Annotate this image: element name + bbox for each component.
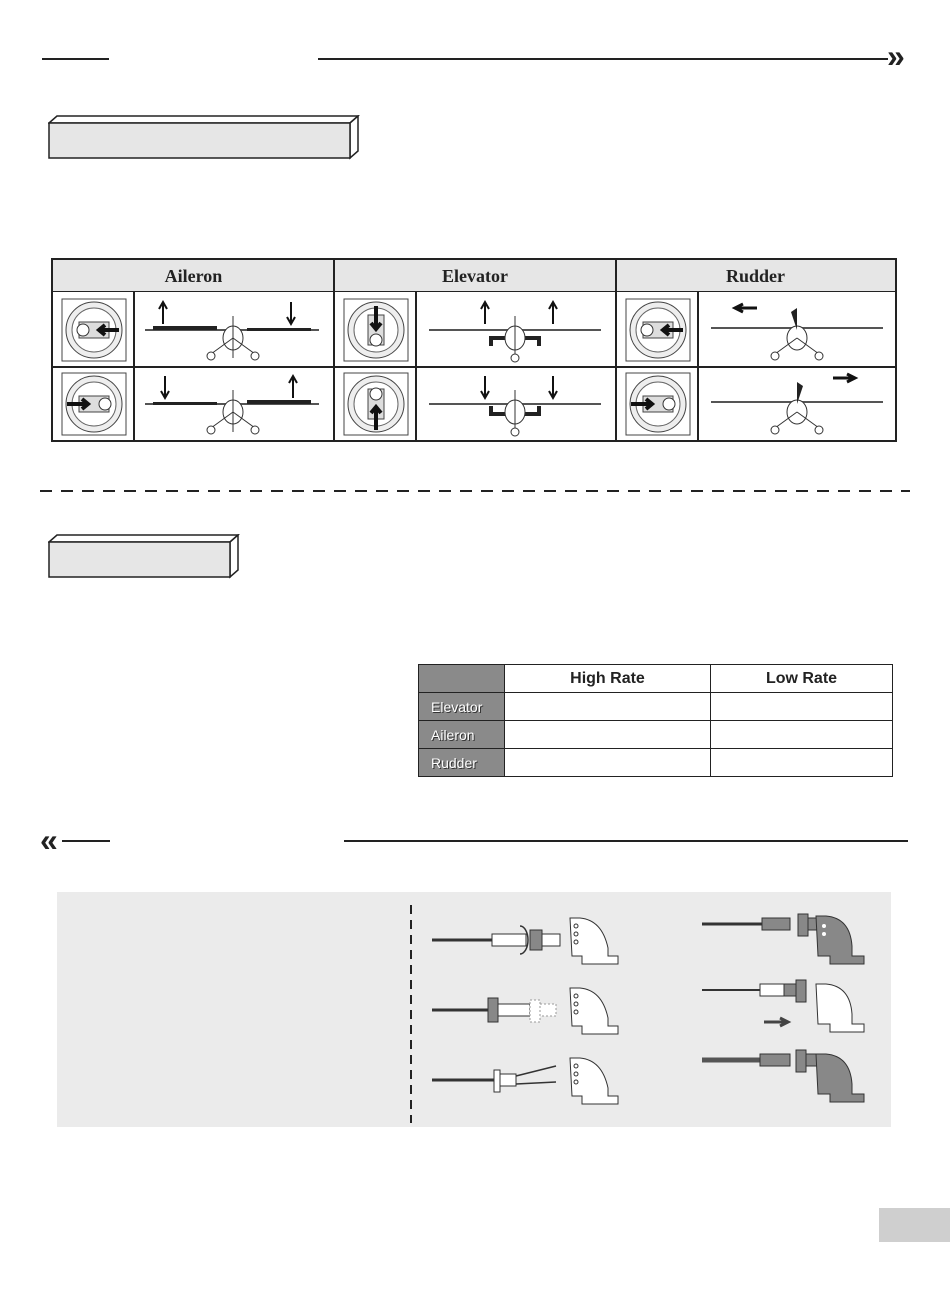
dual-rate-table (418, 664, 893, 777)
high-rate-value (505, 721, 711, 749)
transmitter-stick-icon (343, 298, 409, 362)
chevron-left-icon: « (40, 822, 58, 858)
table-row (419, 693, 893, 721)
control-direction-table (51, 258, 897, 442)
header-elevator: Elevator (334, 260, 616, 292)
section-title-box (48, 534, 238, 580)
airplane-rudder-icon (707, 296, 887, 364)
transmitter-stick-icon (61, 298, 127, 362)
clevis-retainer-diagram (702, 978, 872, 1040)
clevis-slide-diagram (432, 982, 622, 1042)
transmitter-stick-icon (61, 372, 127, 436)
clevis-open-diagram (432, 1052, 622, 1112)
header-aileron: Aileron (53, 260, 334, 292)
clevis-final-diagram (702, 1048, 872, 1110)
row-label: Aileron (419, 721, 505, 749)
low-rate-value (711, 749, 893, 777)
section-header-short-rule (62, 840, 110, 842)
transmitter-stick-icon (625, 298, 691, 362)
airplane-elevator-icon (425, 370, 605, 438)
high-rate-value (505, 693, 711, 721)
clevis-thread-diagram (432, 912, 622, 972)
airplane-aileron-icon (143, 296, 323, 364)
row-label: Rudder (419, 749, 505, 777)
page-number-box (879, 1208, 950, 1242)
section-header-long-rule (318, 58, 888, 60)
low-rate-value (711, 693, 893, 721)
table-row (419, 749, 893, 777)
high-rate-value (505, 749, 711, 777)
section-title-box (48, 115, 358, 161)
low-rate-header: Low Rate (711, 665, 893, 693)
table-row (419, 721, 893, 749)
low-rate-value (711, 721, 893, 749)
transmitter-stick-icon (343, 372, 409, 436)
dashed-divider (40, 489, 910, 493)
chevron-right-icon: » (887, 38, 905, 74)
clevis-attached-diagram (702, 910, 872, 972)
transmitter-stick-icon (625, 372, 691, 436)
airplane-elevator-icon (425, 296, 605, 364)
airplane-rudder-icon (707, 370, 887, 438)
row-label: Elevator (419, 693, 505, 721)
dashed-divider (409, 905, 413, 1123)
section-header-short-rule (42, 58, 109, 60)
header-rudder: Rudder (616, 260, 895, 292)
high-rate-header: High Rate (505, 665, 711, 693)
airplane-aileron-icon (143, 370, 323, 438)
section-header-long-rule (344, 840, 908, 842)
